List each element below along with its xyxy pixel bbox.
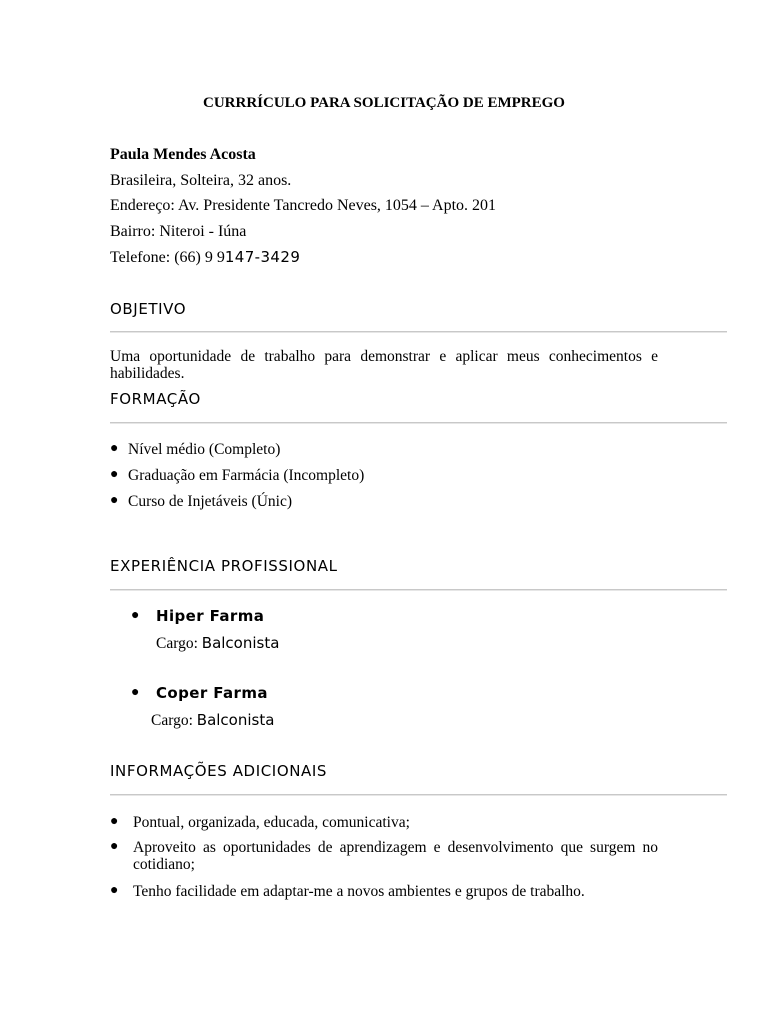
adicionais-item: Pontual, organizada, educada, comunicativa; bbox=[133, 814, 410, 831]
objetivo-text: Uma oportunidade de trabalho para demonstrar e aplicar meus conhecimentos e habilidades. bbox=[110, 348, 658, 382]
bullet-dot-icon: ● bbox=[110, 467, 119, 482]
section-divider bbox=[110, 422, 727, 424]
job-role-value: Balconista bbox=[201, 634, 280, 652]
job-company: Coper Farma bbox=[156, 684, 268, 702]
job-role-label: Cargo: bbox=[156, 635, 202, 652]
bullet-dot-icon: ● bbox=[110, 883, 119, 898]
section-divider bbox=[110, 794, 727, 796]
bullet-dot-icon: ● bbox=[110, 839, 119, 854]
job-role bbox=[151, 711, 274, 730]
bullet-dot-icon: ● bbox=[131, 685, 140, 700]
job-role-value: Balconista bbox=[196, 711, 275, 729]
district: Bairro: Niteroi - Iúna bbox=[110, 223, 247, 240]
section-divider bbox=[110, 589, 727, 591]
job-role bbox=[156, 634, 279, 653]
bullet-dot-icon: ● bbox=[110, 814, 119, 829]
section-heading-experiencia: EXPERIÊNCIA PROFISSIONAL bbox=[110, 557, 338, 575]
page-title: CURRRÍCULO PARA SOLICITAÇÃO DE EMPREGO bbox=[203, 95, 565, 111]
candidate-name: Paula Mendes Acosta bbox=[110, 146, 256, 163]
section-heading-adicionais: INFORMAÇÕES ADICIONAIS bbox=[110, 762, 328, 780]
bullet-dot-icon: ● bbox=[110, 493, 119, 508]
job-role-label: Cargo: bbox=[151, 712, 197, 729]
job-company: Hiper Farma bbox=[156, 607, 265, 625]
formacao-item: Nível médio (Completo) bbox=[128, 441, 281, 458]
bullet-dot-icon: ● bbox=[110, 441, 119, 456]
personal-info: Brasileira, Solteira, 32 anos. bbox=[110, 172, 292, 189]
formacao-item: Graduação em Farmácia (Incompleto) bbox=[128, 467, 365, 484]
section-heading-formacao: FORMAÇÃO bbox=[110, 390, 201, 408]
address: Endereço: Av. Presidente Tancredo Neves, 1054 – Apto. 201 bbox=[110, 197, 497, 214]
section-divider bbox=[110, 331, 727, 333]
section-heading-objetivo: OBJETIVO bbox=[110, 300, 187, 318]
phone-number: 147-3429 bbox=[224, 248, 301, 266]
formacao-item: Curso de Injetáveis (Únic) bbox=[128, 493, 292, 510]
adicionais-item: Tenho facilidade em adaptar-me a novos ambientes e grupos de trabalho. bbox=[133, 883, 585, 900]
adicionais-item: Aproveito as oportunidades de aprendizagem e desenvolvimento que surgem no cotidiano; bbox=[133, 839, 658, 873]
bullet-dot-icon: ● bbox=[131, 608, 140, 623]
phone bbox=[110, 248, 300, 267]
phone-label: Telefone: bbox=[110, 249, 175, 266]
phone-area: (66) 9 9 bbox=[174, 249, 225, 266]
